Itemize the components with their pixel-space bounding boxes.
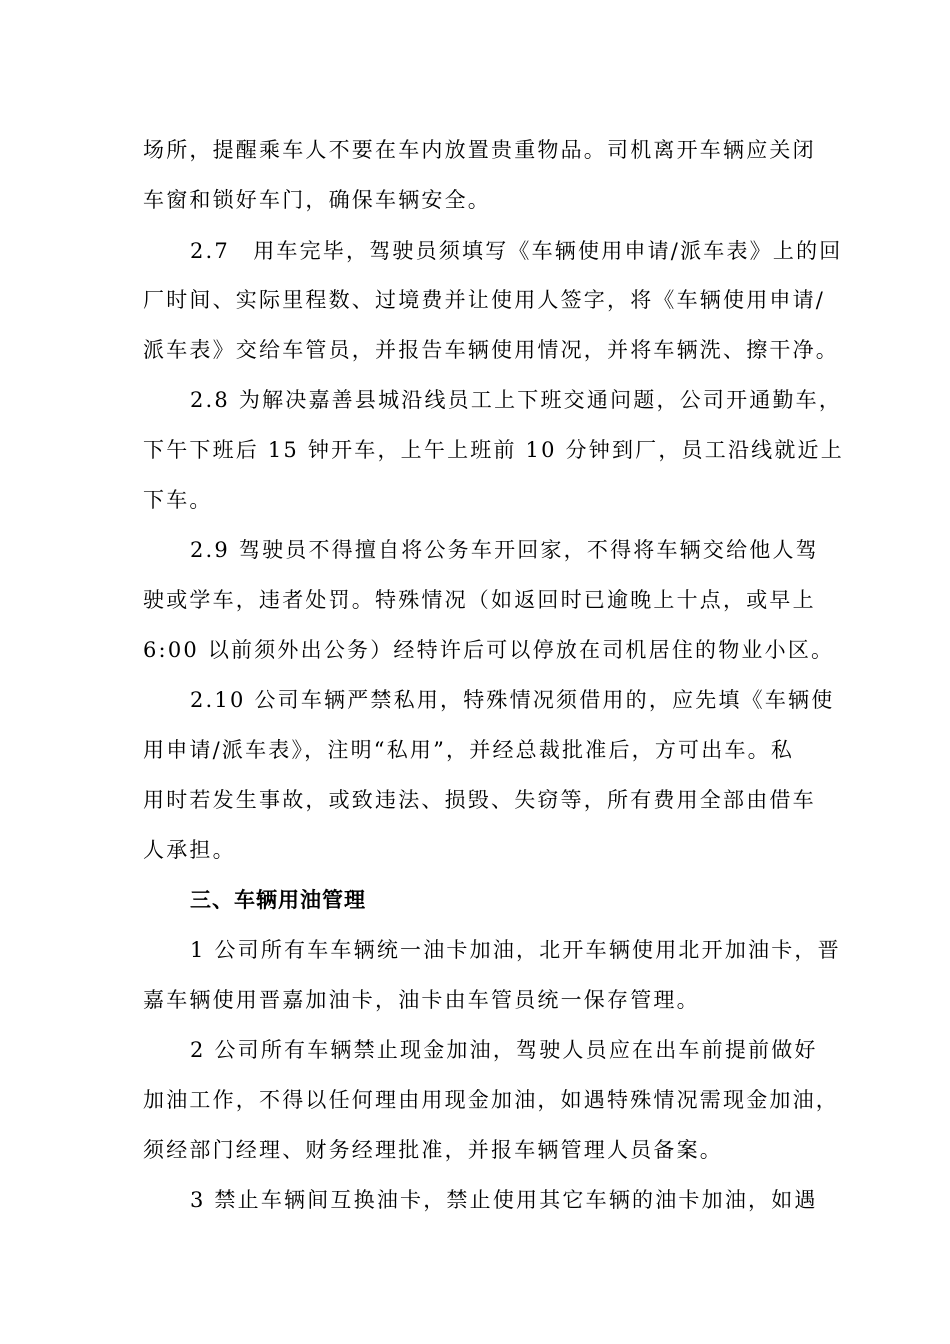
text-line: 用申请/派车表》，注明“私用”，并经总裁批准后，方可出车。私 bbox=[143, 738, 795, 762]
text-line: 驶或学车，违者处罚。特殊情况（如返回时已逾晚上十点，或早上 bbox=[143, 588, 816, 612]
paragraph-3-3-line: 3 禁止车辆间互换油卡，禁止使用其它车辆的油卡加油，如遇 bbox=[190, 1188, 818, 1212]
text-line: 人承担。 bbox=[143, 838, 236, 862]
paragraph-2-9-line: 2.9 驾驶员不得擅自将公务车开回家，不得将车辆交给他人驾 bbox=[190, 538, 819, 562]
text-line: 厂时间、实际里程数、过境费并让使用人签字，将《车辆使用申请/ bbox=[143, 288, 826, 312]
paragraph-3-1-line: 1 公司所有车车辆统一油卡加油，北开车辆使用北开加油卡，晋 bbox=[190, 938, 841, 962]
text-line: 下车。 bbox=[143, 488, 213, 512]
paragraph-2-10-line: 2.10 公司车辆严禁私用，特殊情况须借用的，应先填《车辆使 bbox=[190, 688, 835, 712]
text-line: 下午下班后 15 钟开车，上午上班前 10 分钟到厂，员工沿线就近上 bbox=[143, 438, 844, 462]
section-heading: 三、车辆用油管理 bbox=[190, 888, 366, 912]
text-line: 场所，提醒乘车人不要在车内放置贵重物品。司机离开车辆应关闭 bbox=[143, 138, 816, 162]
text-line: 嘉车辆使用晋嘉加油卡，油卡由车管员统一保存管理。 bbox=[143, 988, 700, 1012]
paragraph-3-2-line: 2 公司所有车辆禁止现金加油，驾驶人员应在出车前提前做好 bbox=[190, 1038, 818, 1062]
paragraph-2-8-line: 2.8 为解决嘉善县城沿线员工上下班交通问题，公司开通勤车， bbox=[190, 388, 843, 412]
text-line: 派车表》交给车管员，并报告车辆使用情况，并将车辆洗、擦干净。 bbox=[143, 338, 839, 362]
paragraph-2-7-line: 2.7 用车完毕，驾驶员须填写《车辆使用申请/派车表》上的回 bbox=[190, 239, 843, 263]
text-line: 用时若发生事故，或致违法、损毁、失窃等，所有费用全部由借车 bbox=[143, 788, 816, 812]
text-line: 须经部门经理、财务经理批准，并报车辆管理人员备案。 bbox=[143, 1138, 723, 1162]
text-line: 车窗和锁好车门，确保车辆安全。 bbox=[143, 188, 491, 212]
text-line: 6:00 以前须外出公务）经特许后可以停放在司机居住的物业小区。 bbox=[143, 638, 835, 662]
text-line: 加油工作，不得以任何理由用现金加油，如遇特殊情况需现金加油， bbox=[143, 1088, 839, 1112]
